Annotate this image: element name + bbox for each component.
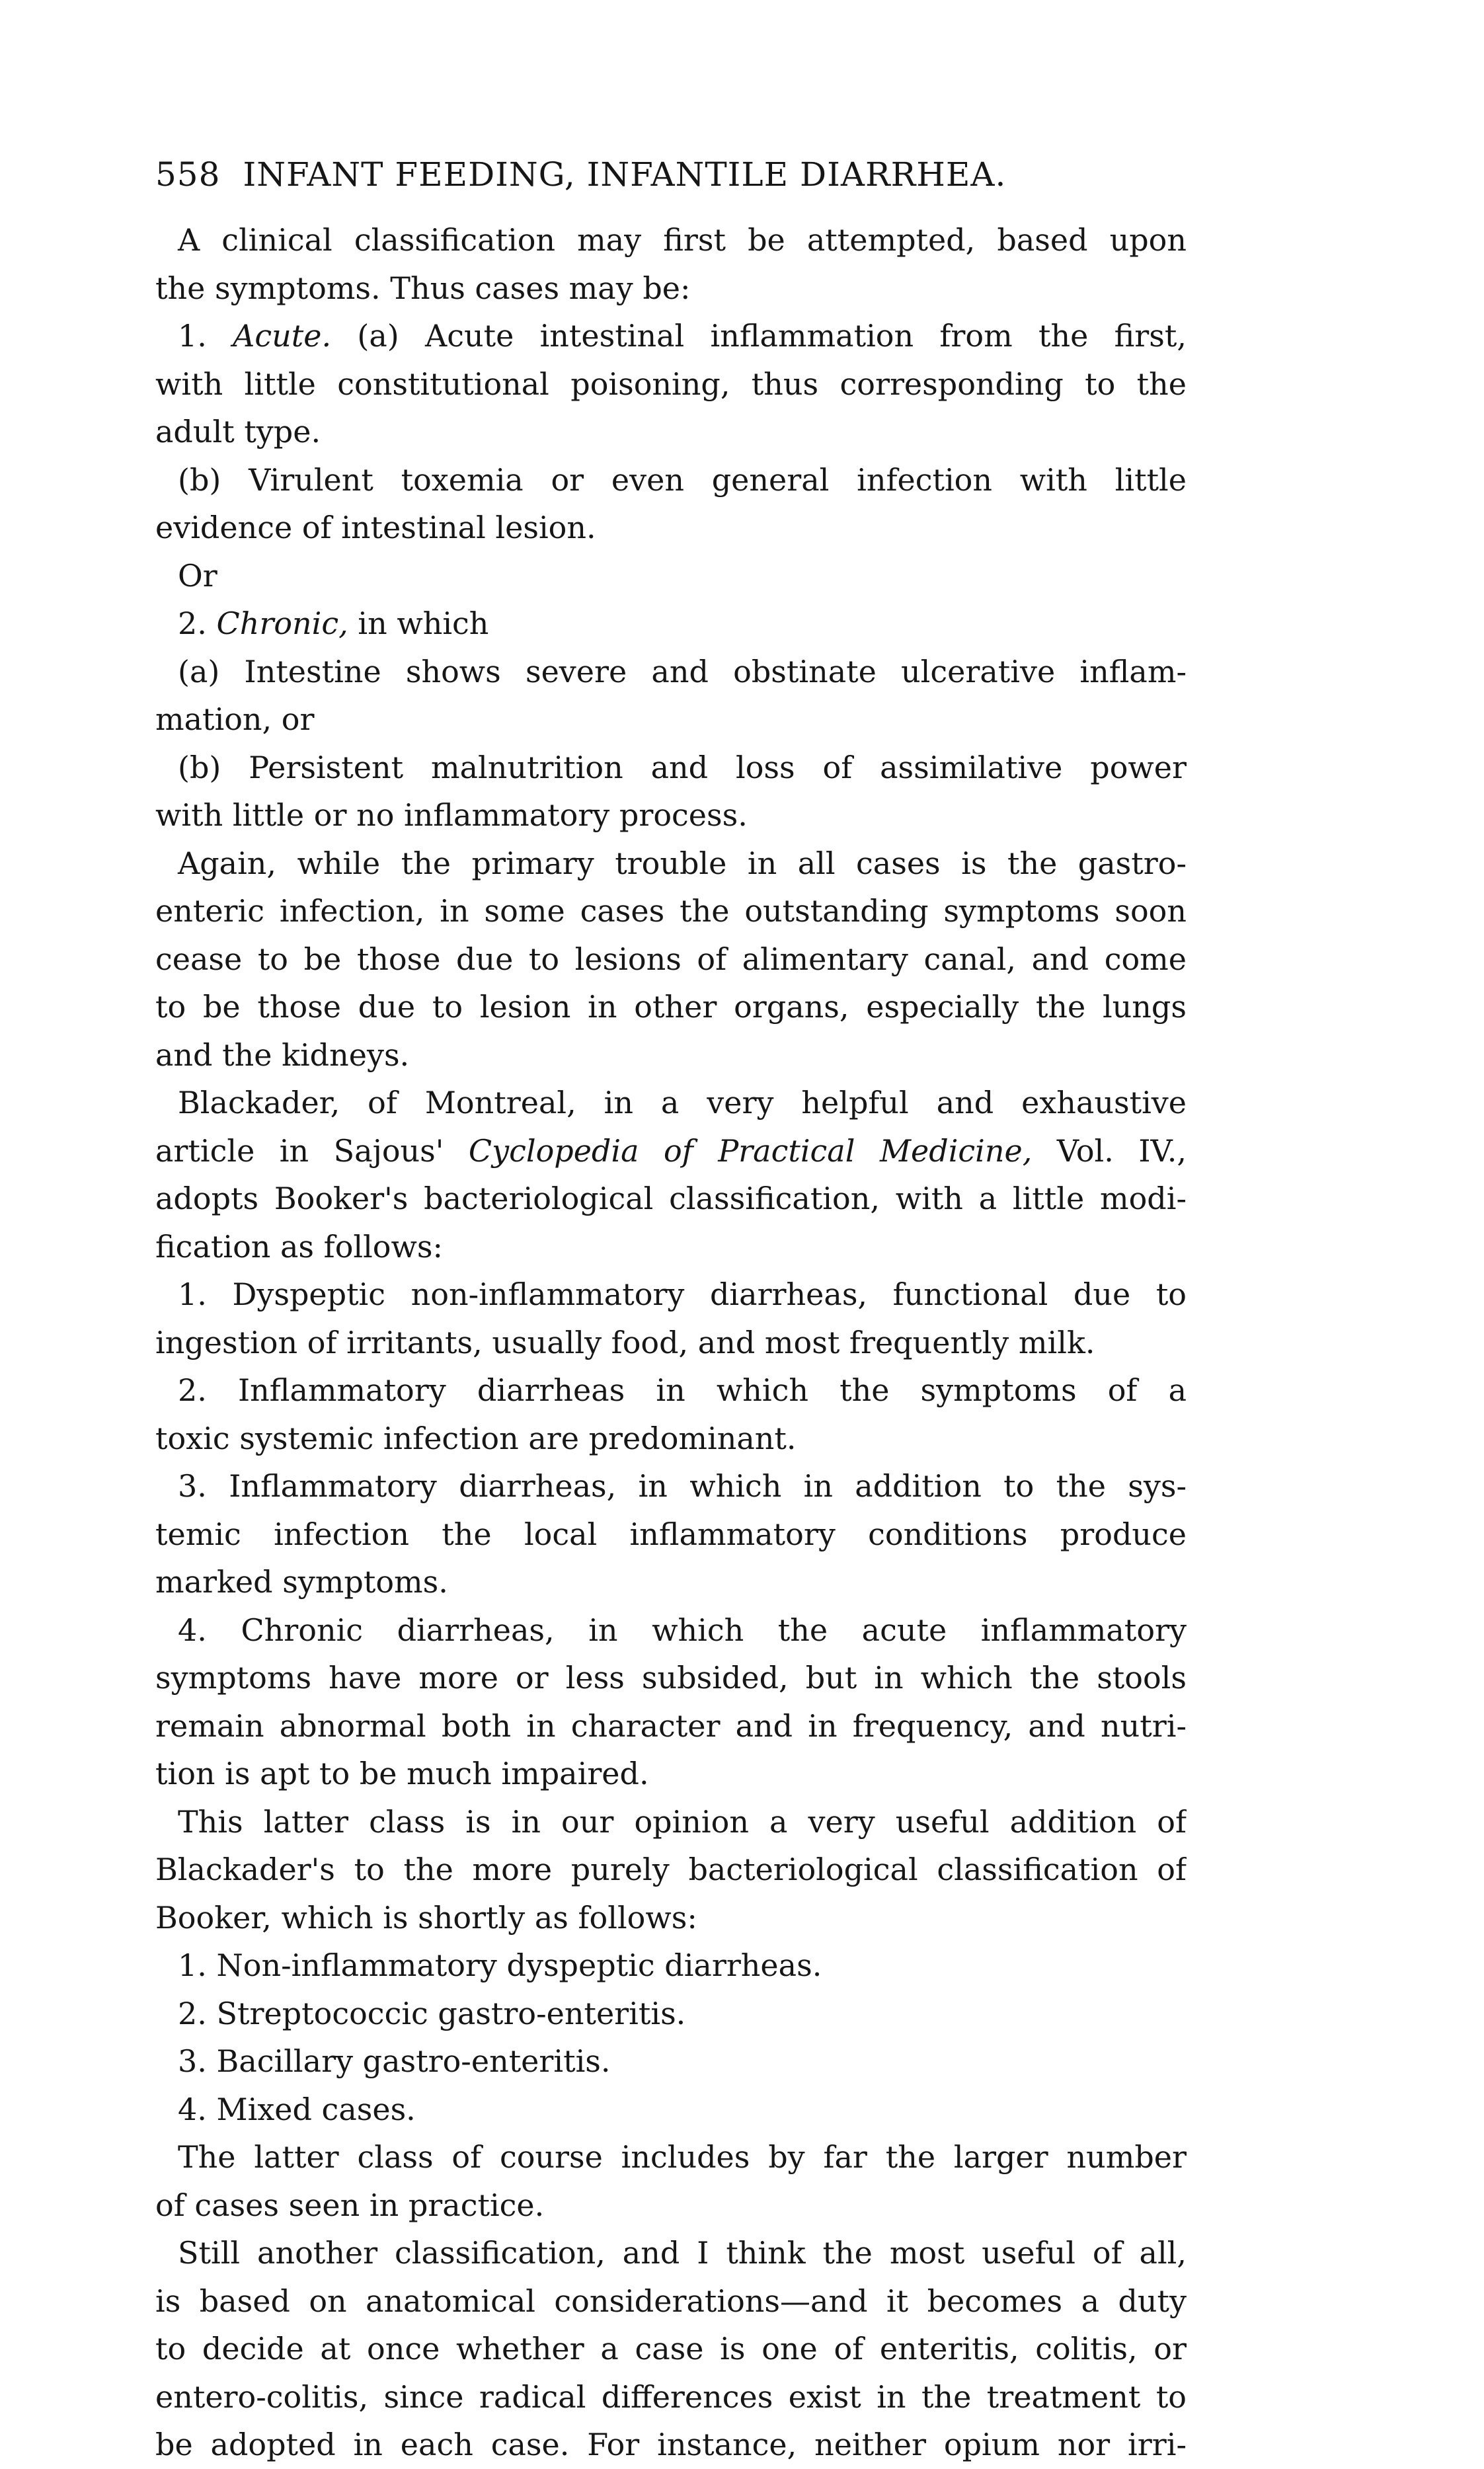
text-line <box>155 695 1187 744</box>
text-segment: (b) Persistent malnutrition and loss of assimilative power <box>178 749 1187 785</box>
text-segment: fication as follows: <box>155 1228 443 1265</box>
text-segment: is based on anatomical considerations—and it becomes a duty <box>155 2283 1187 2319</box>
text-line <box>155 504 1187 552</box>
text-line <box>155 744 1187 792</box>
text-segment: mation, or <box>155 701 315 737</box>
text-segment: Or <box>178 557 217 594</box>
text-line <box>155 1654 1187 1702</box>
text-segment: entero-colitis, since radical differences exist in the treatment to <box>155 2378 1187 2415</box>
text-segment: be adopted in each case. For instance, neither opium nor irri- <box>155 2427 1187 2462</box>
text-segment: (a) Acute intestinal inflammation from the first, <box>331 318 1187 354</box>
text-segment: article in Sajous' <box>155 1132 469 1169</box>
italic-segment: Cyclopedia of Practical Medicine, <box>468 1132 1033 1169</box>
text-segment: marked symptoms. <box>155 1564 448 1600</box>
text-segment: The latter class of course includes by far the larger number <box>178 2139 1187 2175</box>
text-line <box>155 1127 1187 1175</box>
text-segment: A clinical classification may first be attempted, based upon <box>178 222 1187 258</box>
text-line <box>155 1702 1187 1750</box>
text-segment: 2. Inflammatory diarrheas in which the symptoms of a <box>178 1372 1187 1408</box>
text-segment: toxic systemic infection are predominant. <box>155 1420 797 1456</box>
text-line <box>155 2277 1187 2326</box>
text-segment: Blackader, of Montreal, in a very helpful and exhaustive <box>178 1085 1187 1120</box>
text-line <box>155 1031 1187 1079</box>
text-line <box>155 2181 1187 2230</box>
text-line <box>155 1941 1187 1990</box>
italic-segment: Acute. <box>233 318 332 354</box>
text-line <box>155 360 1187 409</box>
text-segment: with little constitutional poisoning, thus corresponding to the <box>155 366 1187 402</box>
text-segment: tion is apt to be much impaired. <box>155 1756 649 1791</box>
text-segment: This latter class is in our opinion a very useful addition of <box>178 1803 1187 1840</box>
text-segment: 2. <box>178 606 217 641</box>
text-line <box>155 1750 1187 1798</box>
text-line <box>155 2133 1187 2181</box>
text-segment: adult type. <box>155 414 321 450</box>
text-line <box>155 2325 1187 2373</box>
text-line <box>155 264 1187 313</box>
text-line <box>155 2086 1187 2134</box>
text-line <box>155 887 1187 935</box>
text-segment: 1. <box>178 318 233 354</box>
text-line <box>155 2229 1187 2277</box>
text-segment: 4. Mixed cases. <box>178 2091 416 2127</box>
text-line <box>155 552 1187 600</box>
text-segment: ingestion of irritants, usually food, and most frequently milk. <box>155 1324 1095 1360</box>
text-segment: 3. Inflammatory diarrheas, in which in addition to the sys- <box>178 1468 1187 1504</box>
text-line <box>155 600 1187 648</box>
text-segment: Blackader's to the more purely bacteriological classification of <box>155 1852 1187 1887</box>
text-line <box>155 1079 1187 1127</box>
text-line <box>155 1366 1187 1415</box>
text-segment: (b) Virulent toxemia or even general infection with little <box>178 461 1187 498</box>
text-segment: to decide at once whether a case is one of enteritis, colitis, or <box>155 2331 1187 2367</box>
text-segment: temic infection the local inflammatory conditions produce <box>155 1516 1187 1552</box>
text-line <box>155 1846 1187 1894</box>
text-segment: 2. Streptococcic gastro-enteritis. <box>178 1995 686 2031</box>
text-segment: of cases seen in practice. <box>155 2187 545 2223</box>
text-line <box>155 1175 1187 1223</box>
text-segment: 4. Chronic diarrheas, in which the acute inflammatory <box>178 1612 1187 1648</box>
text-segment: 3. Bacillary gastro-enteritis. <box>178 2043 611 2079</box>
text-segment: in which <box>348 606 489 641</box>
italic-segment: Chronic, <box>216 606 348 641</box>
text-segment: Still another classification, and I think the most useful of all, <box>178 2235 1187 2271</box>
text-line <box>155 983 1187 1031</box>
text-segment: with little or no inflammatory process. <box>155 797 748 833</box>
text-segment: Vol. IV., <box>1032 1132 1187 1169</box>
text-segment: adopts Booker's bacteriological classification, with a little modi- <box>155 1181 1187 1216</box>
text-line <box>155 2421 1187 2469</box>
text-segment: the symptoms. Thus cases may be: <box>155 270 691 306</box>
running-title: INFANT FEEDING, INFANTILE DIARRHEA. <box>243 155 1007 194</box>
text-line <box>155 1510 1187 1559</box>
text-line <box>155 935 1187 984</box>
text-segment: Again, while the primary trouble in all cases is the gastro- <box>178 845 1187 881</box>
text-line <box>155 408 1187 456</box>
text-line <box>155 312 1187 360</box>
text-line <box>155 1798 1187 1846</box>
running-head <box>155 155 1187 194</box>
text-line <box>155 791 1187 840</box>
text-line <box>155 2373 1187 2421</box>
text-segment: enteric infection, in some cases the outstanding symptoms soon <box>155 893 1187 929</box>
text-line <box>155 840 1187 888</box>
text-segment: 1. Non-inflammatory dyspeptic diarrheas. <box>178 1947 822 1983</box>
text-line <box>155 1606 1187 1655</box>
text-segment: remain abnormal both in character and in frequency, and nutri- <box>155 1707 1187 1744</box>
text-line <box>155 1558 1187 1606</box>
text-segment: evidence of intestinal lesion. <box>155 510 596 545</box>
text-segment: Booker, which is shortly as follows: <box>155 1899 697 1936</box>
text-line <box>155 1894 1187 1942</box>
text-segment: 1. Dyspeptic non-inflammatory diarrheas, functional due to <box>178 1276 1187 1312</box>
book-page <box>155 155 1187 2469</box>
text-line <box>155 1319 1187 1367</box>
text-segment: cease to be those due to lesions of alimentary canal, and come <box>155 941 1187 977</box>
text-line <box>155 1462 1187 1510</box>
text-segment: and the kidneys. <box>155 1037 410 1073</box>
text-line <box>155 216 1187 264</box>
text-line <box>155 1990 1187 2038</box>
body-text <box>155 216 1187 2469</box>
text-line <box>155 648 1187 696</box>
text-line <box>155 1271 1187 1319</box>
text-line <box>155 1415 1187 1463</box>
page-number: 558 <box>155 155 221 194</box>
text-segment: to be those due to lesion in other organs, especially the lungs <box>155 989 1187 1025</box>
text-line <box>155 456 1187 504</box>
text-segment: (a) Intestine shows severe and obstinate ulcerative inflam- <box>178 653 1187 689</box>
text-line <box>155 1223 1187 1271</box>
text-line <box>155 2037 1187 2086</box>
text-segment: symptoms have more or less subsided, but in which the stools <box>155 1660 1187 1696</box>
